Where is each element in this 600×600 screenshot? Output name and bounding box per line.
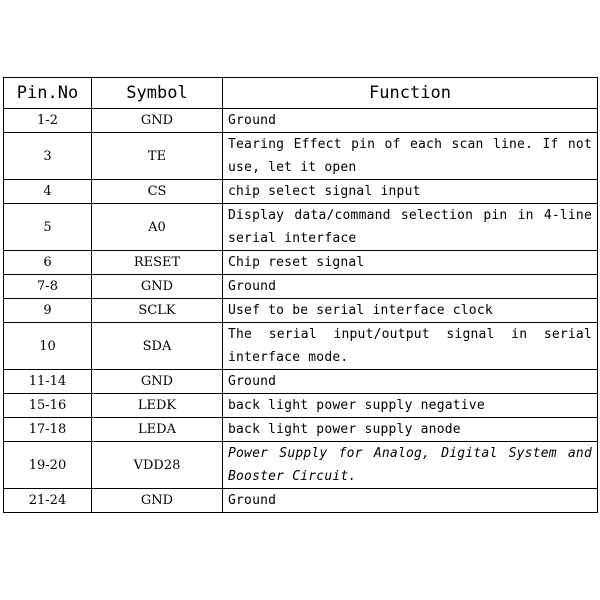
header-row [4,78,598,109]
symbol-cell: GND [92,489,223,513]
function-cell: Display data/command selection pin in 4-line serial interface [223,204,598,251]
function-cell: Ground [223,370,598,394]
function-cell: chip select signal input [223,180,598,204]
pin-number-cell: 5 [4,204,92,251]
function-cell: Ground [223,109,598,133]
function-cell: back light power supply anode [223,418,598,442]
table-row [4,275,598,299]
table-row [4,370,598,394]
header-pin-no: Pin.No [4,78,92,109]
pin-number-cell: 21-24 [4,489,92,513]
function-cell: Tearing Effect pin of each scan line. If not use, let it open [223,133,598,180]
table-row [4,133,598,180]
function-cell: Chip reset signal [223,251,598,275]
table-row [4,204,598,251]
header-symbol: Symbol [92,78,223,109]
symbol-cell: SCLK [92,299,223,323]
pin-number-cell: 6 [4,251,92,275]
symbol-cell: GND [92,370,223,394]
symbol-cell: GND [92,109,223,133]
pin-number-cell: 7-8 [4,275,92,299]
pin-number-cell: 3 [4,133,92,180]
symbol-cell: TE [92,133,223,180]
pin-number-cell: 9 [4,299,92,323]
table-row [4,109,598,133]
table-row [4,251,598,275]
function-cell: Power Supply for Analog, Digital System and Booster Circuit. [223,442,598,489]
table-row [4,180,598,204]
symbol-cell: LEDA [92,418,223,442]
table-row [4,489,598,513]
table-row [4,394,598,418]
function-cell: Ground [223,489,598,513]
function-cell: The serial input/output signal in serial interface mode. [223,323,598,370]
function-cell: back light power supply negative [223,394,598,418]
symbol-cell: GND [92,275,223,299]
pin-table [3,77,598,513]
table-row [4,323,598,370]
pin-number-cell: 19-20 [4,442,92,489]
symbol-cell: A0 [92,204,223,251]
function-cell: Usef to be serial interface clock [223,299,598,323]
pin-number-cell: 17-18 [4,418,92,442]
pin-number-cell: 15-16 [4,394,92,418]
table-row [4,418,598,442]
pin-number-cell: 1-2 [4,109,92,133]
symbol-cell: VDD28 [92,442,223,489]
symbol-cell: LEDK [92,394,223,418]
symbol-cell: CS [92,180,223,204]
pin-number-cell: 4 [4,180,92,204]
pin-number-cell: 11-14 [4,370,92,394]
pin-number-cell: 10 [4,323,92,370]
table-row [4,299,598,323]
symbol-cell: RESET [92,251,223,275]
function-cell: Ground [223,275,598,299]
table-row [4,442,598,489]
symbol-cell: SDA [92,323,223,370]
header-function: Function [223,78,598,109]
